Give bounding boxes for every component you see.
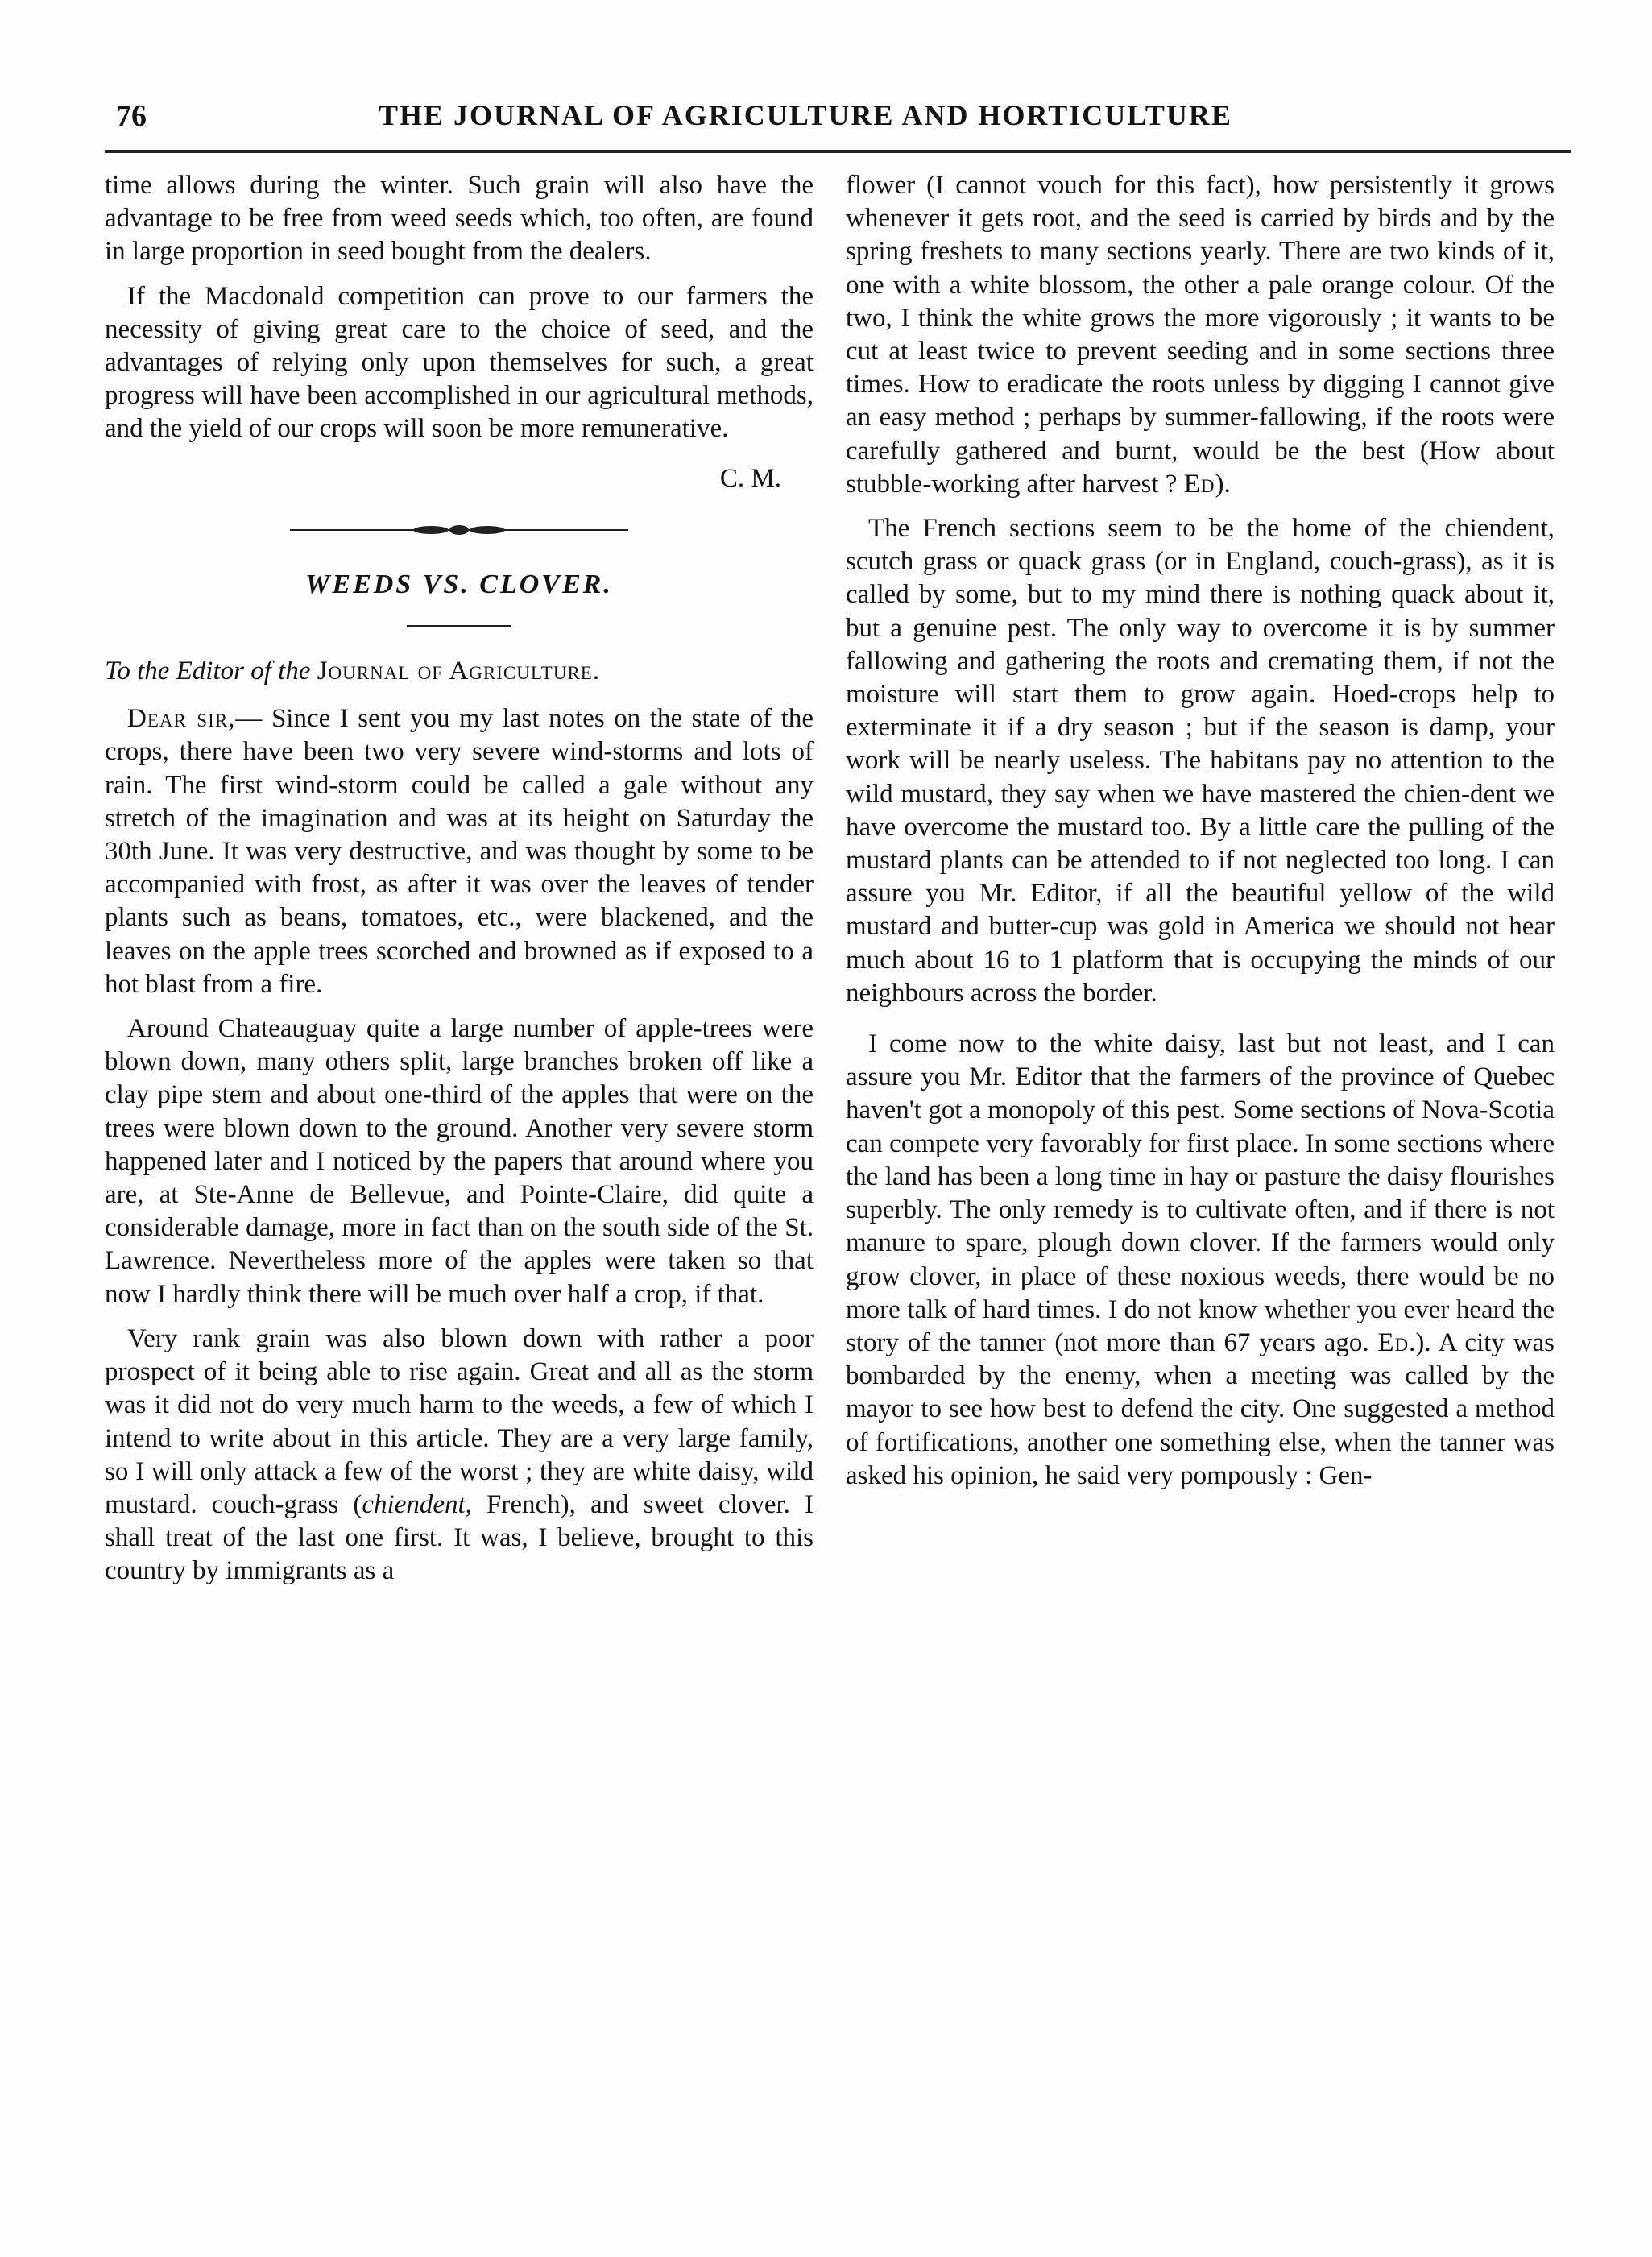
paragraph: Around Chateauguay quite a large number of apple-trees were blown down, many others split, large branches broken off like a clay pipe stem and about one-third of the apples that were on the trees were blown down to the ground. Another very severe storm happened later and I noticed by the papers that around where you are, at Ste-Anne de Bellevue, and Pointe-Claire, did quite a considerable damage, more in fact than on the south side of the St. Lawrence. Nevertheless more of the apples were taken so that now I hardly think there will be much over half a crop, if that. [105,1014,814,1309]
paragraph-text: flower (I cannot vouch for this fact), how persistently it grows whenever it gets root, and the seed is carried by birds and by the spring freshets to many sections yearly. There are two kinds of it, one with a white blossom, the other a pale orange colour. Of the two, I think the white grows the more vigorously ; it wants to be cut at least twice to prevent seeding and in some sections three times. How to eradicate the roots unless by digging I cannot give an easy method ; perhaps by summer-fallowing, if the roots were carefully gathered and burnt, would be the best (How about stubble-working after harvest ? [846,171,1555,499]
page-number: 76 [116,99,147,133]
right-column [846,169,1555,1493]
paragraph: time allows during the winter. Such grain will also have the advantage to be free from weed seeds which, too often, are found in large proportion in seed bought from the dealers. [105,171,814,267]
addressee-journal: Journal of Agriculture. [317,656,601,686]
editor-note: Ed [1183,469,1215,499]
paragraph [105,1323,814,1588]
paragraph [846,1028,1555,1493]
author-signature: C. M. [719,463,781,493]
paragraph-text: — Since I sent you my last notes on the state of the crops, there have been two very severe wind-storms and lots of rain. The first wind-storm could be called a gale without any stretch of the imagination and was at its height on Saturday the 30th June. It was very destructive, and was thought by some to be accompanied with frost, as after it was over the leaves of tender plants such as beans, tomatoes, etc., were blackened, and the leaves on the apple trees scorched and browned as if exposed to a hot blast from a fire. [105,704,814,999]
paragraph-text: .). A city was bombarded by the enemy, when a meeting was called by the mayor to see how best to defend the city. One suggested a method of fortifications, another one something else, when the tanner was asked his opinion, he said very pompously : Gen- [846,1327,1555,1490]
addressee-prefix: To the Editor of the [105,656,311,686]
paragraph-text: French), and sweet clover. I shall treat of the last one first. It was, I believe, brought to this country by immigrants as a [105,1489,814,1586]
italic-term: chiendent, [362,1489,472,1519]
salutation: Dear sir, [127,704,236,734]
left-column [105,169,814,1588]
paragraph-text: Very rank grain was also blown down with rather a poor prospect of it being able to rise again. Great and all as the storm was it did not do very much harm to the weeds, a few of which I intend to write about in this article. They are a very large family, so I will only attack a few of the worst ; they are white daisy, wild mustard. couch-grass ( [105,1323,814,1519]
paragraph: The French sections seem to be the home of the chiendent, scutch grass or quack grass (or in England, couch-grass), as it is called by some, but to my mind there is nothing quack about it, but a genuine pest. The only way to overcome it is by summer fallowing and gathering the roots and cremating them, if not the moisture will start them to grow again. Hoed-crops help to exterminate it if a dry season ; but if the season is damp, your work will be nearly useless. The habitans pay no attention to the wild mustard, they say when we have mastered the chien-dent we have overcome the mustard too. By a little care the pulling of the mustard plants can be attended to if not neglected too long. I can assure you Mr. Editor, if all the beautiful yellow of the wild mustard and butter-cup was gold in America we should not hear much about 16 to 1 platform that is occupying the minds of our neighbours across the border. [846,514,1555,1008]
paragraph-text: ). [1215,469,1231,499]
paragraph [105,702,814,1001]
header-rule [105,150,1571,153]
paragraph-text: I come now to the white daisy, last but not least, and I can assure you Mr. Editor that the farmers of the province of Quebec haven't got a monopoly of this pest. Some sections of Nova-Scotia can compete very favorably for first place. In some sections where the land has been a long time in hay or pasture the daisy flourishes superbly. The only remedy is to cultivate often, and if there is not manure to spare, plough down clover. If the farmers would only grow clover, in place of these noxious weeds, there would be no more talk of hard times. I do not know whether you ever heard the story of the tanner (not more than 67 years ago. [846,1029,1555,1357]
paragraph: If the Macdonald competition can prove to our farmers the necessity of giving great care to the choice of seed, and the advantages of relying only upon themselves for such, a great progress will have been accomplished in our agricultural methods, and the yield of our crops will soon be more remunerative. [105,281,814,444]
page-header [105,90,1571,139]
paragraph [846,169,1555,501]
title-rule [407,625,511,627]
editor-note: Ed [1377,1327,1410,1357]
section-ornament [290,524,628,536]
running-title: THE JOURNAL OF AGRICULTURE AND HORTICULTURE [379,99,1232,131]
addressee-line [105,655,814,688]
article-title: WEEDS VS. CLOVER. [305,569,613,599]
